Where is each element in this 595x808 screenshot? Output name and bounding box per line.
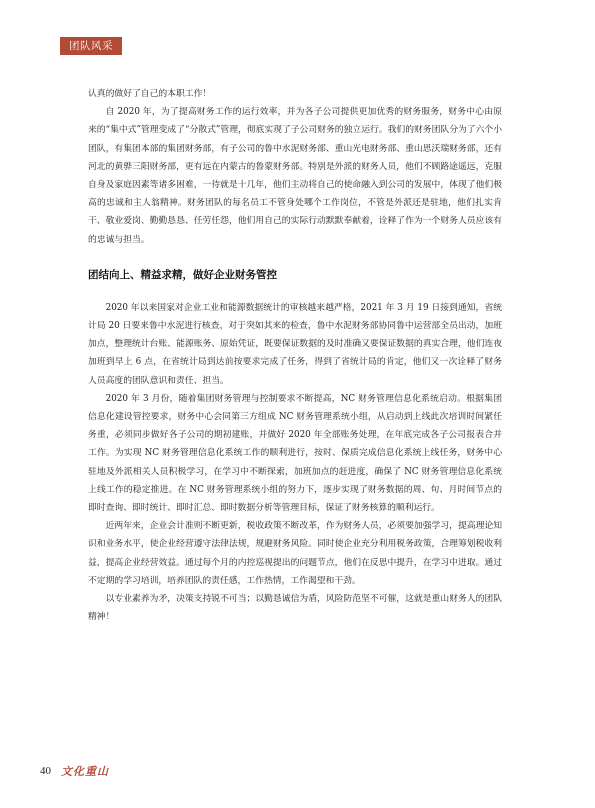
article-body bbox=[88, 85, 502, 626]
paragraph: 自 2020 年，为了提高财务工作的运行效率，并为各子公司提供更加优秀的财务服务，财务中心由原来的“集中式”管理变成了“分散式”管理，彻底实现了子公司财务的独立运行。我们的财务团队分为了六个小团队，有集团本部的集团财务部，有子公司的鲁中水泥财务部、重山光电财务部、重山思沃瑞财务部，还有河北的黄骅三阳财务部，更有远在内蒙古的鲁蒙财务部。特别是外派的财务人员，他们不顾路途遥远，克服自身及家庭因素等诸多困难，一待就是十几年，他们主动将自己的使命融入到公司的发展中，体现了他们极高的忠诚和主人翁精神。财务团队的每名员工不管身处哪个工作岗位，不管是外派还是驻地，他们扎实肯干、敬业爱岗、勤勤恳恳、任劳任怨，他们用自己的实际行动默默奉献着，诠释了作为一个财务人员应该有的忠诚与担当。 bbox=[88, 107, 502, 245]
paragraph: 以专业素养为矛，决策支持锐不可当；以勤恳诚信为盾，风险防范坚不可催，这就是重山财务人的团队精神！ bbox=[88, 594, 502, 623]
page-footer bbox=[40, 763, 109, 779]
page-number: 40 bbox=[40, 765, 51, 777]
paragraph: 2020 年 3 月份，随着集团财务管理与控制要求不断提高，NC 财务管理信息化系统启动。根据集团信息化建设管控要求，财务中心会同第三方组成 NC 财务管理系统小组，从启动到上线此次培训时间紧任务重，必须同步做好各子公司的期初建账，并做好 2020 年全部账务处理，在年底完成各子公司报表合并工作。为实现 NC 财务管理信息化系统工作的顺利进行，按时、保质完成信息化系统上线任务，财务中心驻地及外派相关人员积极学习，在学习中不断探索，加班加点的赶进度，确保了 NC 财务管理信息化系统上线工作的稳定推进。在 NC 财务管理系统小组的努力下，逐步实现了财务数据的周、旬、月时间节点的即时查询、即时统计、即时汇总、即时数据分析等管理目标，保证了财务核算的顺利运行。 bbox=[88, 393, 502, 514]
magazine-logo: 文化重山 bbox=[61, 765, 109, 778]
paragraph: 近两年来，企业会计准则不断更新，税收政策不断改革，作为财务人员，必须要加强学习，提高理论知识和业务水平，使企业经营遵守法律法规，规避财务风险。同时使企业充分利用税务政策，合理筹划税收利益，提高企业经营效益。通过每个月的内控巡视提出的问题节点，他们在反思中提升，在学习中进取。通过不定期的学习培训，培养团队的责任感，工作热情，工作渴望和干劲。 bbox=[88, 521, 502, 586]
section-tag: 团队风采 bbox=[60, 37, 122, 55]
paragraph-group-top bbox=[88, 85, 502, 249]
paragraph-group-bottom bbox=[88, 299, 502, 627]
section-heading: 团结向上、精益求精，做好企业财务管控 bbox=[88, 268, 277, 281]
paragraph: 2020 年以来国家对企业工业和能源数据统计的审核越来越严格，2021 年 3 月 19 日接到通知，省统计局 20 日要来鲁中水泥进行核查，对于突如其来的检查，鲁中水泥财务部协同鲁中运营部全员出动，加班加点，整理统计台账、能源账务、原始凭证，既要保证数据的及时准确又要保证数据的真实合理，他们连夜加班到早上 6 点，在省统计局到达前按要求完成了任务，得到了省统计局的肯定，他们又一次诠释了财务人员高度的团队意识和责任、担当。 bbox=[88, 302, 502, 386]
paragraph: 认真的做好了自己的本职工作！ bbox=[88, 89, 212, 99]
